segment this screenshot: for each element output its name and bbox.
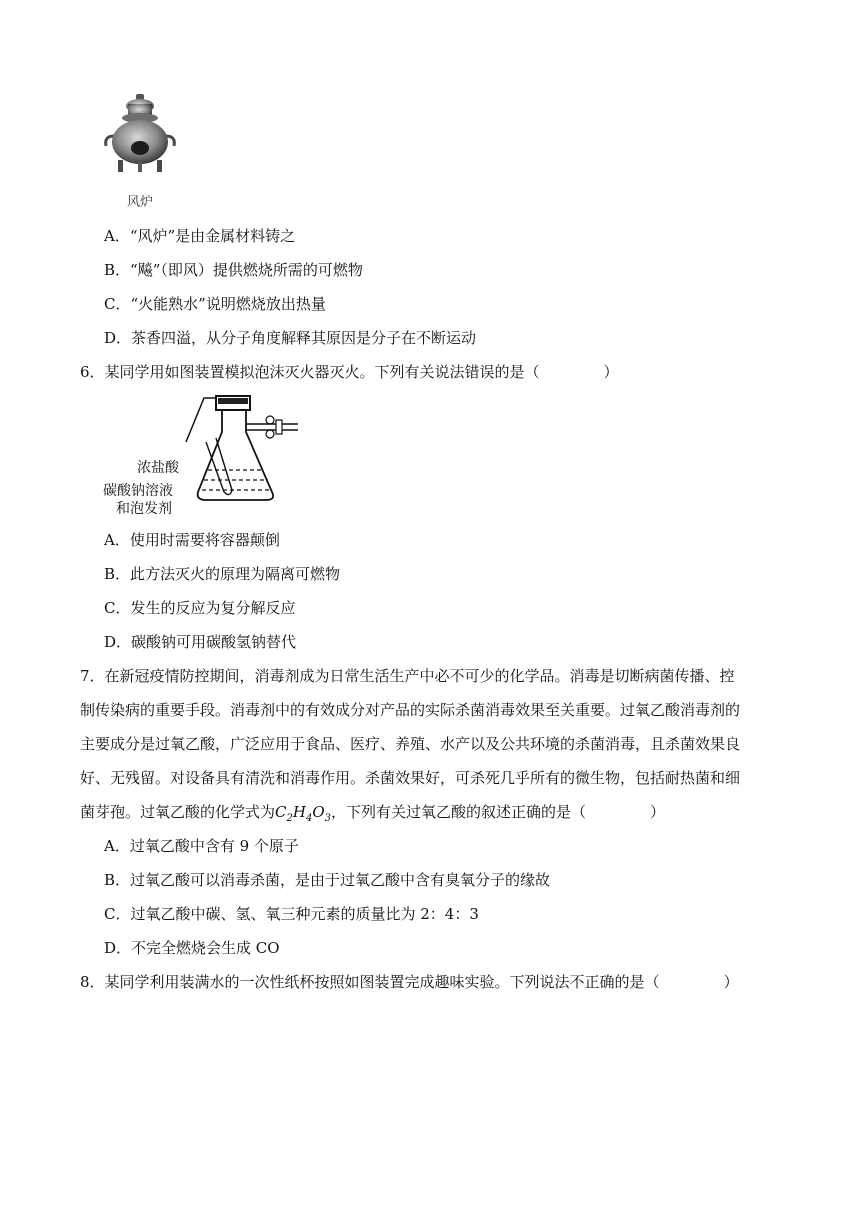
- q6-option-c: C．发生的反应为复分解反应: [104, 599, 296, 617]
- q6-option-a: A．使用时需要将容器颠倒: [104, 531, 280, 549]
- q7-option-a: A．过氧乙酸中含有 9 个原子: [104, 837, 299, 855]
- q7-close-paren: ）: [650, 803, 666, 821]
- q5-option-c: C．“火能熟水”说明燃烧放出热量: [104, 295, 326, 313]
- wind-stove-figure: [100, 92, 180, 192]
- q7-text-before-formula: 菌芽孢。过氧乙酸的化学式为: [80, 803, 276, 821]
- q8-stem-text: 8．某同学利用装满水的一次性纸杯按照如图装置完成趣味实验。下列说法不正确的是（: [80, 973, 660, 991]
- q8-close-paren: ）: [723, 973, 739, 991]
- label-foaming-agent: 和泡发剂: [116, 501, 172, 517]
- q7-option-d: D．不完全燃烧会生成 CO: [104, 939, 280, 957]
- foam-extinguisher-apparatus-figure: [180, 392, 310, 512]
- q6-option-b: B．此方法灭火的原理为隔离可燃物: [104, 565, 341, 583]
- q7-option-c: C．过氧乙酸中碳、氢、氧三种元素的质量比为 2：4：3: [104, 905, 479, 923]
- q7-line-1: 7．在新冠疫情防控期间，消毒剂成为日常生活生产中必不可少的化学品。消毒是切断病菌传播、控: [80, 667, 735, 685]
- q6-close-paren: ）: [603, 363, 619, 381]
- peracetic-acid-formula: $C_2H_4O_3$: [275, 803, 332, 824]
- q7-text-after-formula: ，下列有关过氧乙酸的叙述正确的是（: [331, 803, 587, 821]
- q5-option-b: B．“飚”（即风）提供燃烧所需的可燃物: [104, 261, 363, 279]
- q6-stem-text: 6．某同学用如图装置模拟泡沫灭火器灭火。下列有关说法错误的是（: [80, 363, 540, 381]
- q5-option-d: D．茶香四溢，从分子角度解释其原因是分子在不断运动: [104, 329, 477, 347]
- q6-option-d: D．碳酸钠可用碳酸氢钠替代: [104, 633, 297, 651]
- q7-line-5: [80, 802, 665, 829]
- q8-stem: [80, 972, 739, 992]
- label-sodium-carbonate-solution: 碳酸钠溶液: [103, 483, 173, 499]
- q6-stem: [80, 362, 619, 382]
- q7-line-3: 主要成分是过氧乙酸，广泛应用于食品、医疗、养殖、水产以及公共环境的杀菌消毒，且杀菌效果良: [80, 735, 741, 753]
- figure-caption: 风炉: [127, 195, 154, 210]
- q5-option-a: A．“风炉”是由金属材料铸之: [104, 227, 296, 245]
- label-hydrochloric-acid: 浓盐酸: [137, 460, 179, 476]
- q7-option-b: B．过氧乙酸可以消毒杀菌，是由于过氧乙酸中含有臭氧分子的缘故: [104, 871, 551, 889]
- q7-line-2: 制传染病的重要手段。消毒剂中的有效成分对产品的实际杀菌消毒效果至关重要。过氧乙酸消毒剂的: [80, 701, 741, 719]
- q7-line-4: 好、无残留。对设备具有清洗和消毒作用。杀菌效果好，可杀死几乎所有的微生物，包括耐热菌和细: [80, 769, 741, 787]
